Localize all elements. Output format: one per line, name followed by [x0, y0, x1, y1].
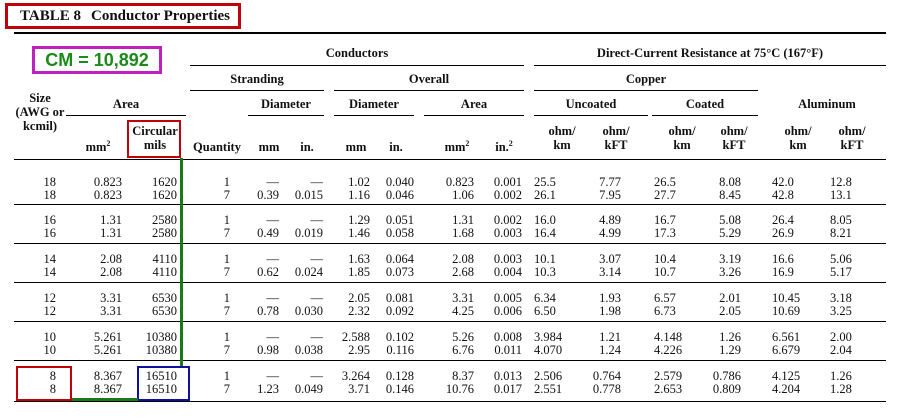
cell-al-kft-row-4: 8.21 [830, 226, 852, 240]
cell-coat-kft-row-2: 8.45 [719, 188, 741, 202]
cell-ov-mm-row-2: 1.16 [348, 188, 370, 202]
cell-ov-mm2-row-6: 2.68 [452, 265, 474, 279]
cell-area-mm2-row-10: 5.261 [93, 343, 122, 357]
cell-st-mm-row-1: — [266, 175, 279, 189]
rule-area-overall [424, 115, 524, 116]
cell-size-row-3: 16 [43, 213, 56, 227]
cell-ov-in2-row-2: 0.002 [493, 188, 522, 202]
cell-coat-kft-row-3: 5.08 [719, 213, 741, 227]
cell-st-mm-row-2: 0.39 [257, 188, 279, 202]
header-diameter-strand: Diameter [261, 97, 311, 111]
row-group-rule-6 [14, 401, 886, 402]
cell-area-mm2-row-4: 1.31 [100, 226, 122, 240]
cell-coat-kft-row-8: 2.05 [719, 304, 741, 318]
cell-ov-mm-row-8: 2.32 [348, 304, 370, 318]
cell-al-kft-row-12: 1.28 [830, 382, 852, 396]
cell-st-mm-row-5: — [266, 252, 279, 266]
cell-area-mm2-row-11: 8.367 [93, 369, 122, 383]
cell-unc-km-row-4: 16.4 [534, 226, 556, 240]
cell-ov-in2-row-3: 0.002 [493, 213, 522, 227]
header-conductors: Conductors [325, 46, 389, 60]
cell-ov-mm2-row-5: 2.08 [452, 252, 474, 266]
cell-qty-row-12: 7 [223, 382, 230, 396]
cell-unc-kft-row-2: 7.95 [599, 188, 621, 202]
cell-al-kft-row-5: 5.06 [830, 252, 852, 266]
header-overall-in2: in.$^2$ [495, 138, 513, 154]
cell-ov-mm-row-5: 1.63 [348, 252, 370, 266]
cell-cmil-row-7: 6530 [152, 291, 177, 305]
cell-ov-mm2-row-10: 6.76 [452, 343, 474, 357]
header-area-overall: Area [460, 97, 488, 111]
cell-cmil-row-10: 10380 [145, 343, 177, 357]
cell-size-row-2: 18 [43, 188, 56, 202]
cell-size-row-10: 10 [43, 343, 56, 357]
cell-st-in-row-9: — [310, 330, 323, 344]
cell-ov-in2-row-11: 0.013 [493, 369, 522, 383]
cell-unc-km-row-11: 2.506 [534, 369, 563, 383]
header-dc-resistance: Direct-Current Resistance at 75°C (167°F) [596, 46, 824, 60]
top-rule [14, 32, 886, 34]
row-group-rule-1 [14, 204, 886, 205]
cell-coat-km-row-1: 26.5 [654, 175, 676, 189]
cell-qty-row-2: 7 [223, 188, 230, 202]
cell-unc-km-row-2: 26.1 [534, 188, 556, 202]
cell-al-km-row-5: 16.6 [772, 252, 794, 266]
cell-coat-kft-row-7: 2.01 [719, 291, 741, 305]
cell-ov-in2-row-8: 0.006 [493, 304, 522, 318]
cell-al-km-row-11: 4.125 [772, 369, 801, 383]
cell-size-row-4: 16 [43, 226, 56, 240]
rule-dc [534, 65, 886, 66]
cell-unc-km-row-12: 2.551 [534, 382, 563, 396]
header-coated-ohm-km: ohm/ km [668, 124, 696, 152]
header-circular-mils: Circular mils [132, 124, 178, 152]
cell-al-kft-row-11: 1.26 [830, 369, 852, 383]
row-group-rule-4 [14, 321, 886, 322]
cell-ov-mm2-row-1: 0.823 [445, 175, 474, 189]
cell-ov-mm-row-6: 1.85 [348, 265, 370, 279]
cell-ov-in2-row-5: 0.003 [493, 252, 522, 266]
cell-cmil-row-4: 2580 [152, 226, 177, 240]
cell-unc-kft-row-11: 0.764 [592, 369, 621, 383]
cell-ov-mm-row-11: 3.264 [341, 369, 370, 383]
cell-qty-row-9: 1 [223, 330, 230, 344]
cell-st-mm-row-9: — [266, 330, 279, 344]
header-overall: Overall [408, 72, 450, 86]
cell-st-in-row-8: 0.030 [294, 304, 323, 318]
cell-cmil-row-12: 16510 [145, 382, 177, 396]
cell-st-in-row-10: 0.038 [294, 343, 323, 357]
cell-ov-mm-row-7: 2.05 [348, 291, 370, 305]
cell-ov-mm2-row-12: 10.76 [445, 382, 474, 396]
cell-ov-mm2-row-11: 8.37 [452, 369, 474, 383]
cell-cmil-row-11: 16510 [145, 369, 177, 383]
cell-al-km-row-10: 6.679 [772, 343, 801, 357]
cell-ov-mm2-row-3: 1.31 [452, 213, 474, 227]
cell-coat-kft-row-4: 5.29 [719, 226, 741, 240]
cell-ov-mm-row-9: 2.588 [341, 330, 370, 344]
cell-qty-row-4: 7 [223, 226, 230, 240]
cell-cmil-row-2: 1620 [152, 188, 177, 202]
cell-st-mm-row-12: 1.23 [257, 382, 279, 396]
cell-coat-km-row-11: 2.579 [654, 369, 683, 383]
cell-qty-row-5: 1 [223, 252, 230, 266]
cell-coat-kft-row-11: 0.786 [712, 369, 741, 383]
cell-coat-kft-row-10: 1.29 [719, 343, 741, 357]
cell-cmil-row-6: 4110 [152, 265, 177, 279]
highlight-circular-mils-8 [137, 366, 190, 401]
cell-ov-in-row-12: 0.146 [385, 382, 414, 396]
cell-area-mm2-row-6: 2.08 [100, 265, 122, 279]
row-group-rule-3 [14, 282, 886, 283]
cell-al-km-row-8: 10.69 [772, 304, 801, 318]
cell-area-mm2-row-7: 3.31 [100, 291, 122, 305]
cell-ov-mm-row-3: 1.29 [348, 213, 370, 227]
cell-area-mm2-row-3: 1.31 [100, 213, 122, 227]
cell-ov-in2-row-6: 0.004 [493, 265, 522, 279]
cell-qty-row-1: 1 [223, 175, 230, 189]
header-stranding: Stranding [230, 72, 284, 86]
cell-al-kft-row-10: 2.04 [830, 343, 852, 357]
cell-st-mm-row-7: — [266, 291, 279, 305]
cell-al-kft-row-8: 3.25 [830, 304, 852, 318]
rule-header-bottom [14, 159, 886, 160]
cell-qty-row-8: 7 [223, 304, 230, 318]
rule-diameter-strand [248, 115, 324, 116]
header-uncoated: Uncoated [565, 97, 617, 111]
highlight-circular-mils-header [127, 120, 181, 158]
cell-size-row-1: 18 [43, 175, 56, 189]
cell-size-row-7: 12 [43, 291, 56, 305]
cell-cmil-row-1: 1620 [152, 175, 177, 189]
cell-ov-mm2-row-8: 4.25 [452, 304, 474, 318]
cell-ov-in2-row-12: 0.017 [493, 382, 522, 396]
header-strand-in: in. [300, 140, 314, 154]
cell-qty-row-10: 7 [223, 343, 230, 357]
header-area: Area [112, 97, 140, 111]
connector-horizontal [72, 398, 138, 401]
cell-st-mm-row-8: 0.78 [257, 304, 279, 318]
cell-ov-in-row-9: 0.102 [385, 330, 414, 344]
rule-coated [652, 115, 758, 116]
cell-al-km-row-12: 4.204 [772, 382, 801, 396]
cell-st-in-row-11: — [310, 369, 323, 383]
header-copper: Copper [625, 72, 667, 86]
header-overall-mm: mm [345, 140, 367, 154]
rule-stranding [190, 90, 324, 91]
cell-coat-km-row-8: 6.73 [654, 304, 676, 318]
cell-coat-km-row-4: 17.3 [654, 226, 676, 240]
cell-unc-km-row-5: 10.1 [534, 252, 556, 266]
cell-al-km-row-6: 16.9 [772, 265, 794, 279]
cell-st-in-row-4: 0.019 [294, 226, 323, 240]
cell-area-mm2-row-8: 3.31 [100, 304, 122, 318]
header-coated: Coated [685, 97, 725, 111]
header-overall-in: in. [389, 140, 403, 154]
header-aluminum-ohm-km: ohm/ km [784, 124, 812, 152]
header-uncoated-ohm-kft: ohm/ kFT [602, 124, 630, 152]
cell-coat-kft-row-6: 3.26 [719, 265, 741, 279]
header-quantity: Quantity [193, 140, 241, 154]
cell-coat-km-row-7: 6.57 [654, 291, 676, 305]
cell-al-kft-row-2: 13.1 [830, 188, 852, 202]
cell-unc-kft-row-3: 4.89 [599, 213, 621, 227]
cell-qty-row-11: 1 [223, 369, 230, 383]
cell-coat-km-row-10: 4.226 [654, 343, 683, 357]
cell-coat-km-row-3: 16.7 [654, 213, 676, 227]
cell-coat-kft-row-9: 1.26 [719, 330, 741, 344]
cell-al-km-row-9: 6.561 [772, 330, 801, 344]
rule-diameter-overall [334, 115, 414, 116]
cell-unc-km-row-7: 6.34 [534, 291, 556, 305]
cell-size-row-9: 10 [43, 330, 56, 344]
cell-area-mm2-row-5: 2.08 [100, 252, 122, 266]
table-number: TABLE 8 [20, 8, 81, 24]
cell-ov-in-row-1: 0.040 [385, 175, 414, 189]
cell-ov-in2-row-10: 0.011 [494, 343, 522, 357]
header-overall-mm2: $mm^2$ [444, 138, 470, 154]
cell-ov-in2-row-7: 0.005 [493, 291, 522, 305]
cell-cmil-row-8: 6530 [152, 304, 177, 318]
cell-coat-km-row-2: 27.7 [654, 188, 676, 202]
cell-ov-in-row-11: 0.128 [385, 369, 414, 383]
header-diameter-overall: Diameter [349, 97, 399, 111]
cell-unc-kft-row-10: 1.24 [599, 343, 621, 357]
header-aluminum-ohm-kft: ohm/ kFT [838, 124, 866, 152]
cell-unc-km-row-9: 3.984 [534, 330, 563, 344]
cell-area-mm2-row-9: 5.261 [93, 330, 122, 344]
rule-copper [534, 90, 758, 91]
cell-qty-row-7: 1 [223, 291, 230, 305]
cell-ov-in-row-6: 0.073 [385, 265, 414, 279]
cell-coat-km-row-12: 2.653 [654, 382, 683, 396]
header-uncoated-ohm-km: ohm/ km [548, 124, 576, 152]
cell-st-mm-row-11: — [266, 369, 279, 383]
table-title-text: Conductor Properties [91, 8, 231, 24]
cell-coat-kft-row-12: 0.809 [712, 382, 741, 396]
cell-cmil-row-3: 2580 [152, 213, 177, 227]
header-mm2: $mm^2$ [85, 138, 111, 154]
cell-ov-mm-row-1: 1.02 [348, 175, 370, 189]
cell-st-in-row-5: — [310, 252, 323, 266]
cell-st-in-row-6: 0.024 [294, 265, 323, 279]
cell-unc-kft-row-1: 7.77 [599, 175, 621, 189]
rule-overall [334, 90, 524, 91]
row-group-rule-2 [14, 243, 886, 244]
cell-unc-kft-row-9: 1.21 [599, 330, 621, 344]
cell-size-row-6: 14 [43, 265, 56, 279]
highlight-size-8 [16, 366, 72, 401]
rule-uncoated [534, 115, 648, 116]
cell-st-mm-row-4: 0.49 [257, 226, 279, 240]
cell-coat-kft-row-1: 8.08 [719, 175, 741, 189]
cell-ov-in-row-7: 0.081 [385, 291, 414, 305]
cell-unc-kft-row-12: 0.778 [592, 382, 621, 396]
cell-al-km-row-7: 10.45 [772, 291, 801, 305]
cell-size-row-5: 14 [43, 252, 56, 266]
cell-unc-kft-row-7: 1.93 [599, 291, 621, 305]
cell-qty-row-6: 7 [223, 265, 230, 279]
cell-ov-in2-row-9: 0.008 [493, 330, 522, 344]
cell-ov-mm2-row-2: 1.06 [452, 188, 474, 202]
cell-st-mm-row-6: 0.62 [257, 265, 279, 279]
cell-ov-in-row-10: 0.116 [386, 343, 414, 357]
cell-al-km-row-2: 42.8 [772, 188, 794, 202]
cell-al-kft-row-1: 12.8 [830, 175, 852, 189]
cell-al-kft-row-3: 8.05 [830, 213, 852, 227]
cell-unc-km-row-6: 10.3 [534, 265, 556, 279]
cell-coat-kft-row-5: 3.19 [719, 252, 741, 266]
cell-st-mm-row-3: — [266, 213, 279, 227]
cell-ov-in-row-2: 0.046 [385, 188, 414, 202]
connector-vertical [180, 158, 183, 367]
cell-ov-in2-row-4: 0.003 [493, 226, 522, 240]
cell-coat-km-row-9: 4.148 [654, 330, 683, 344]
cell-area-mm2-row-1: 0.823 [93, 175, 122, 189]
cell-unc-kft-row-8: 1.98 [599, 304, 621, 318]
cell-al-kft-row-9: 2.00 [830, 330, 852, 344]
cell-unc-km-row-3: 16.0 [534, 213, 556, 227]
table-title [5, 3, 241, 29]
cell-coat-km-row-5: 10.4 [654, 252, 676, 266]
cell-st-mm-row-10: 0.98 [257, 343, 279, 357]
cell-al-km-row-4: 26.9 [772, 226, 794, 240]
cell-ov-in2-row-1: 0.001 [493, 175, 522, 189]
cell-unc-kft-row-6: 3.14 [599, 265, 621, 279]
cell-ov-in-row-3: 0.051 [385, 213, 414, 227]
cell-area-mm2-row-12: 8.367 [93, 382, 122, 396]
cell-ov-mm-row-10: 2.95 [348, 343, 370, 357]
cell-st-in-row-12: 0.049 [294, 382, 323, 396]
cell-ov-mm-row-12: 3.71 [348, 382, 370, 396]
cell-st-in-row-7: — [310, 291, 323, 305]
cell-size-row-12: 8 [49, 382, 56, 396]
cell-unc-kft-row-4: 4.99 [599, 226, 621, 240]
cm-annotation: CM = 10,892 [32, 46, 162, 74]
header-aluminum: Aluminum [798, 97, 856, 111]
cell-cmil-row-9: 10380 [145, 330, 177, 344]
cell-ov-in-row-4: 0.058 [385, 226, 414, 240]
rule-conductors [190, 65, 524, 66]
cell-st-in-row-1: — [310, 175, 323, 189]
cell-qty-row-3: 1 [223, 213, 230, 227]
cell-unc-km-row-8: 6.50 [534, 304, 556, 318]
cell-st-in-row-3: — [310, 213, 323, 227]
header-coated-ohm-kft: ohm/ kFT [720, 124, 748, 152]
cell-area-mm2-row-2: 0.823 [93, 188, 122, 202]
cell-ov-mm-row-4: 1.46 [348, 226, 370, 240]
cell-ov-mm2-row-7: 3.31 [452, 291, 474, 305]
cell-al-km-row-3: 26.4 [772, 213, 794, 227]
rule-area [66, 115, 186, 116]
cell-unc-kft-row-5: 3.07 [599, 252, 621, 266]
cell-st-in-row-2: 0.015 [294, 188, 323, 202]
cell-al-kft-row-6: 5.17 [830, 265, 852, 279]
cell-unc-km-row-10: 4.070 [534, 343, 563, 357]
cell-ov-in-row-8: 0.092 [385, 304, 414, 318]
cell-coat-km-row-6: 10.7 [654, 265, 676, 279]
row-group-rule-5 [14, 360, 886, 361]
cell-cmil-row-5: 4110 [152, 252, 177, 266]
cell-al-kft-row-7: 3.18 [830, 291, 852, 305]
cell-ov-mm2-row-9: 5.26 [452, 330, 474, 344]
header-size: Size (AWG or kcmil) [15, 91, 65, 133]
header-strand-mm: mm [258, 140, 280, 154]
cell-size-row-11: 8 [49, 369, 56, 383]
cell-unc-km-row-1: 25.5 [534, 175, 556, 189]
cell-ov-mm2-row-4: 1.68 [452, 226, 474, 240]
cell-size-row-8: 12 [43, 304, 56, 318]
cell-al-km-row-1: 42.0 [772, 175, 794, 189]
cell-ov-in-row-5: 0.064 [385, 252, 414, 266]
